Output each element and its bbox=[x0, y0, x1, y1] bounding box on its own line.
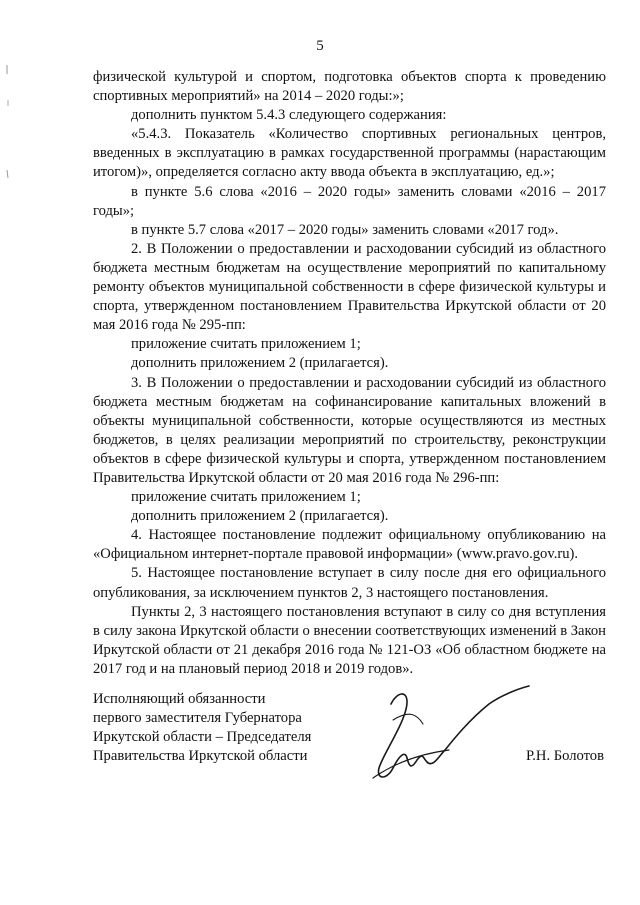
paragraph: 4. Настоящее постановление подлежит официальному опубликованию на «Официальном интернет-портале правовой информации» (www.pravo.gov.ru). bbox=[93, 527, 606, 563]
signatory-title-line: Исполняющий обязанности bbox=[93, 691, 266, 707]
paragraph: приложение считать приложением 1; bbox=[131, 489, 361, 506]
paragraph: 2. В Положении о предоставлении и расходовании субсидий из областного бюджета местным бюджетам на осуществление мероприятий по капитальному ремонту объектов муниципальной собственности в сфере физической культуры и спорта, утвержденном постановлением Правительства Иркутской области от 20 мая 2016 года № 295-пп: bbox=[93, 240, 606, 334]
paragraph: Пункты 2, 3 настоящего постановления вступают в силу со дня вступления в силу закона Иркутской области о внесении соответствующих изменений в Закон Иркутской области от 21 декабря 2016 года № 121-ОЗ «Об областном бюджете на 2017 год и на плановый период 2018 и 2019 годов». bbox=[93, 603, 606, 677]
paragraph: дополнить приложением 2 (прилагается). bbox=[131, 508, 389, 525]
paragraph: в пункте 5.6 слова «2016 – 2020 годы» заменить словами «2016 – 2017 годы»; bbox=[93, 183, 606, 219]
signatory-name: Р.Н. Болотов bbox=[525, 748, 604, 764]
margin-marks bbox=[4, 60, 12, 190]
paragraph: дополнить приложением 2 (прилагается). bbox=[131, 355, 389, 372]
paragraph: в пункте 5.7 слова «2017 – 2020 годы» заменить словами «2017 год». bbox=[131, 221, 559, 238]
paragraph: 3. В Положении о предоставлении и расходовании субсидий из областного бюджета местным бюджетам на софинансирование капитальных вложений в объекты муниципальной собственности, которые осуществляются из местных бюджетов, в целях реализации мероприятий по строительству, реконструкции объектов в сфере физической культуры и спорта, утвержденном постановлением Правительства Иркутской области от 20 мая 2016 года № 296-пп: bbox=[93, 374, 606, 486]
paragraph: «5.4.3. Показатель «Количество спортивных региональных центров, введенных в эксплуатацию в рамках государственной программы (нарастающим итогом)», определяется согласно акту ввода объекта в эксплуатацию, ед.»; bbox=[93, 126, 606, 181]
signature-block bbox=[93, 690, 606, 790]
signatory-title-line: первого заместителя Губернатора bbox=[93, 710, 302, 727]
document-body bbox=[93, 68, 606, 679]
page-number: 5 bbox=[316, 38, 324, 54]
paragraph: физической культурой и спортом, подготовка объектов спорта к проведению спортивных мероприятий» на 2014 – 2020 годы:»; bbox=[93, 69, 606, 105]
paragraph: приложение считать приложением 1; bbox=[131, 336, 361, 353]
signatory-title-line: Иркутской области – Председателя bbox=[93, 729, 312, 746]
paragraph: 5. Настоящее постановление вступает в силу после дня его официального опубликования, за исключением пунктов 2, 3 настоящего постановления. bbox=[93, 565, 606, 601]
signatory-title-line: Правительства Иркутской области bbox=[93, 748, 308, 765]
paragraph: дополнить пунктом 5.4.3 следующего содержания: bbox=[131, 107, 447, 124]
handwritten-signature bbox=[353, 680, 533, 790]
